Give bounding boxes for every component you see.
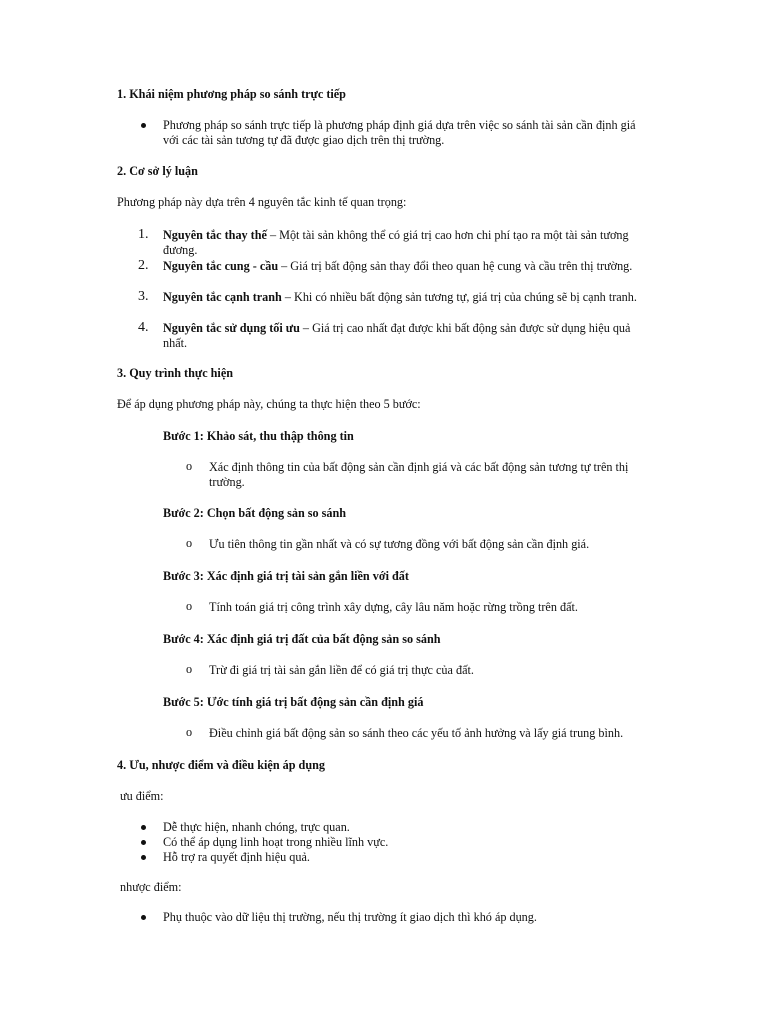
step-3-title: Bước 3: Xác định giá trị tài sản gắn liền với đất: [163, 569, 409, 583]
circle-marker: o: [186, 725, 193, 739]
bullet-dot: [141, 855, 146, 860]
principle-name: Nguyên tắc cung - cầu: [163, 259, 279, 273]
principle-number: 2.: [138, 258, 149, 273]
section-1-heading: 1. Khái niệm phương pháp so sánh trực tiếp: [117, 87, 346, 101]
step-1-title: Bước 1: Khảo sát, thu thập thông tin: [163, 429, 354, 443]
section-1-bullet: Phương pháp so sánh trực tiếp là phương pháp định giá dựa trên việc so sánh tài sản cần định giá với các tài sản tương tự đã được giao dịch trên thị trường.: [163, 118, 636, 147]
section-2-heading: 2. Cơ sở lý luận: [117, 164, 198, 178]
section-3-intro: Để áp dụng phương pháp này, chúng ta thực hiện theo 5 bước:: [117, 397, 421, 411]
section-3-heading: 3. Quy trình thực hiện: [117, 366, 234, 380]
principle-item: [163, 321, 643, 351]
pros-item: Có thể áp dụng linh hoạt trong nhiều lĩnh vực.: [163, 835, 389, 849]
step-4-detail: Trừ đi giá trị tài sản gắn liền để có giá trị thực của đất.: [209, 663, 474, 677]
principle-item: [163, 228, 643, 258]
bullet-dot: [141, 825, 146, 830]
circle-marker: o: [186, 599, 193, 613]
step-4-title: Bước 4: Xác định giá trị đất của bất động sản so sánh: [163, 632, 441, 646]
step-3-detail: Tính toán giá trị công trình xây dựng, cây lâu năm hoặc rừng trồng trên đất.: [209, 600, 578, 614]
step-2-detail: Ưu tiên thông tin gần nhất và có sự tương đồng với bất động sản cần định giá.: [209, 537, 590, 551]
principle-number: 1.: [138, 227, 149, 242]
bullet-dot: [141, 123, 146, 128]
principle-desc: – Giá trị cao nhất đạt được khi bất động sản được sử dụng hiệu quả nhất.: [163, 321, 631, 350]
step-1-detail: Xác định thông tin của bất động sản cần định giá và các bất động sản tương tự trên thị trường.: [209, 460, 629, 489]
section-2-intro: Phương pháp này dựa trên 4 nguyên tắc kinh tế quan trọng:: [117, 195, 407, 209]
circle-marker: o: [186, 459, 193, 473]
principle-number: 4.: [138, 320, 149, 335]
bullet-dot: [141, 840, 146, 845]
pros-label: ưu điểm:: [117, 789, 164, 803]
principle-name: Nguyên tắc sử dụng tối ưu: [163, 321, 300, 335]
principle-desc: – Giá trị bất động sản thay đổi theo quan hệ cung và cầu trên thị trường.: [278, 259, 633, 273]
pros-item: Dễ thực hiện, nhanh chóng, trực quan.: [163, 820, 350, 834]
cons-item: Phụ thuộc vào dữ liệu thị trường, nếu thị trường ít giao dịch thì khó áp dụng.: [163, 910, 537, 924]
circle-marker: o: [186, 536, 193, 550]
pros-item: Hỗ trợ ra quyết định hiệu quả.: [163, 850, 310, 864]
bullet-dot: [141, 915, 146, 920]
cons-label: nhược điểm:: [117, 880, 182, 894]
section-4-heading: 4. Ưu, nhược điểm và điều kiện áp dụng: [117, 758, 325, 772]
principle-item: [163, 290, 643, 305]
step-2-title: Bước 2: Chọn bất động sản so sánh: [163, 506, 347, 520]
principle-number: 3.: [138, 289, 149, 304]
circle-marker: o: [186, 662, 193, 676]
principle-desc: – Một tài sản không thể có giá trị cao hơn chi phí tạo ra một tài sản tương đương.: [163, 228, 629, 257]
principle-name: Nguyên tắc thay thế: [163, 228, 267, 242]
step-5-detail: Điều chỉnh giá bất động sản so sánh theo các yếu tố ảnh hưởng và lấy giá trung bình.: [209, 726, 624, 740]
principle-item: [163, 259, 643, 274]
step-5-title: Bước 5: Ước tính giá trị bất động sản cần định giá: [163, 695, 424, 709]
principle-name: Nguyên tắc cạnh tranh: [163, 290, 282, 304]
principle-desc: – Khi có nhiều bất động sản tương tự, giá trị của chúng sẽ bị cạnh tranh.: [281, 290, 637, 304]
